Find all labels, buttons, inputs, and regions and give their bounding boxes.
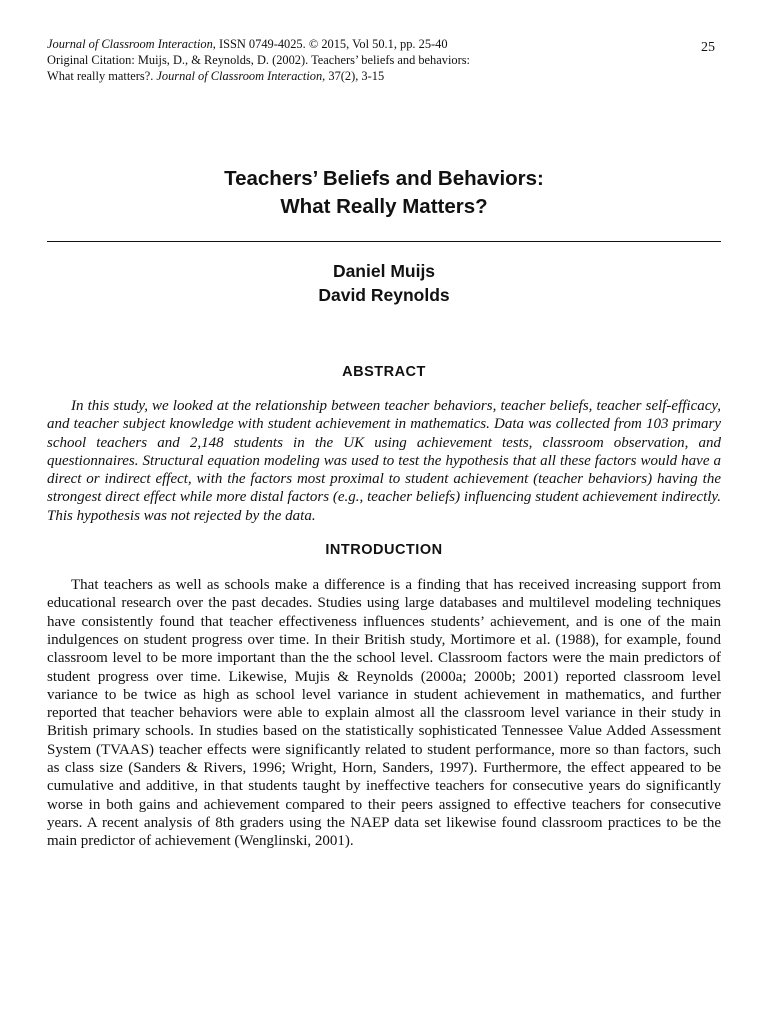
article-title — [47, 165, 721, 221]
header-journal-line — [47, 36, 647, 52]
running-header — [47, 36, 721, 84]
header-citation-journal: Journal of Classroom Interaction, — [156, 69, 326, 83]
author-name: David Reynolds — [318, 285, 450, 305]
header-citation-volume: 37(2), 3-15 — [325, 69, 385, 83]
journal-page — [47, 36, 721, 866]
abstract-heading: ABSTRACT — [342, 364, 426, 380]
header-citation-line-2 — [47, 68, 647, 84]
abstract-text: In this study, we looked at the relationship between teacher behaviors, teacher beliefs, teacher self-efficacy, and teacher subject knowledge with student achievement in mathematics. Data was collected from 103 primary school teachers and 2,148 students in the UK using achievement tests, classroom observation, and questionnaires. Structural equation modeling was used to test the hypothesis that all these factors would have a direct or indirect effect, with the factors most proximal to student achievement (teacher behaviors) having the strongest direct effect while more distal factors (e.g., teacher beliefs) influencing student achievement indirectly. This hypothesis was not rejected by the data. — [47, 398, 721, 524]
header-issn-info: , ISSN 0749-4025. © 2015, Vol 50.1, pp. 25-40 — [212, 37, 448, 51]
header-journal-name: Journal of Classroom Interaction — [47, 37, 213, 51]
introduction-heading: INTRODUCTION — [325, 542, 443, 559]
header-citation-title-end: What really matters?. — [47, 69, 157, 83]
title-divider — [47, 241, 721, 242]
author-list — [47, 259, 721, 307]
header-citation-block — [47, 36, 647, 84]
article-title-line-1: Teachers’ Beliefs and Behaviors: — [224, 167, 544, 190]
article-title-line-2: What Really Matters? — [280, 195, 488, 218]
page-number: 25 — [701, 40, 715, 55]
author-name: Daniel Muijs — [332, 261, 436, 281]
introduction-paragraph: That teachers as well as schools make a difference is a finding that has received increasing support from educational research over the past decades. Studies using large databases and multilevel modeling techniques have consistently found that teacher effectiveness influences students’ achievement, and is one of the main indulgences on student progress over time. In their British study, Mortimore et al. (1988), for example, found classroom level to be more important than the the school level. Classroom factors were the main predictors of student progress over time. Likewise, Mujis & Reynolds (2000a; 2000b; 2001) reported classroom level variance to be twice as high as school level variance in student achievement in mathematics, and further reported that teacher behaviors were able to explain almost all the classroom level variance in their study in British primary schools. In studies based on the statistically sophisticated Tennessee Value Added Assessment System (TVAAS) teacher effects were significantly related to student performance, more so than factors, such as class size (Sanders & Rivers, 1996; Wright, Horn, Sanders, 1997). Furthermore, the effect appeared to be cumulative and additive, in that students taught by ineffective teachers for consecutive years do significantly worse in both gains and achievement compared to their peers assigned to effective teachers for consecutive years. A recent analysis of 8th graders using the NAEP data set likewise found classroom practices to be the main predictor of achievement (Wenglinski, 2001). — [47, 577, 721, 850]
header-citation-line-1: Original Citation: Muijs, D., & Reynolds, D. (2002). Teachers’ beliefs and behaviors: — [47, 53, 470, 67]
